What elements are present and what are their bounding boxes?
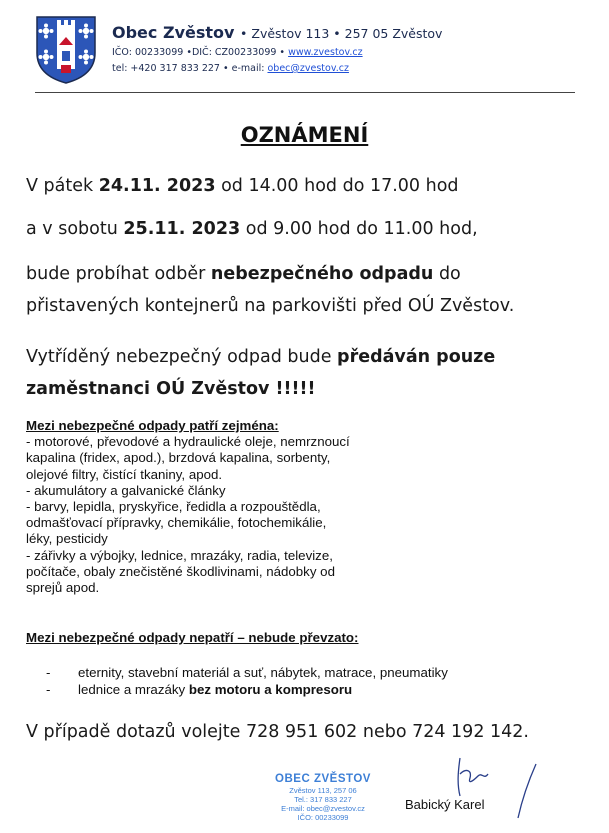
schedule-saturday-hours: od 9.00 hod do 11.00 hod, (240, 219, 478, 239)
org-ids-line (112, 47, 363, 58)
accepted-line: - zářivky a výbojky, lednice, mrazáky, radia, televize, (26, 547, 333, 563)
collection-highlight: nebezpečného odpadu (210, 264, 434, 284)
not-accepted-item: eternity, stavební materiál a suť, nábytek, matrace, pneumatiky (78, 665, 448, 680)
email-link[interactable]: obec@zvestov.cz (267, 63, 349, 74)
not-accepted-heading: Mezi nebezpečné odpady nepatří – nebude převzato: (26, 630, 359, 645)
not-accepted-item: lednice a mrazáky (78, 682, 189, 697)
schedule-friday-hours: od 14.00 hod do 17.00 hod (215, 176, 459, 196)
handover-paragraph (26, 343, 495, 403)
bullet-dash: - (46, 665, 51, 680)
schedule-friday (26, 172, 459, 200)
schedule-saturday (26, 215, 478, 243)
page-title: OZNÁMENÍ (240, 123, 369, 147)
accepted-line: odmašťovací přípravky, chemikálie, fotochemikálie, (26, 515, 327, 531)
official-stamp (258, 773, 388, 822)
accepted-waste-section (26, 418, 350, 596)
website-link[interactable]: www.zvestov.cz (288, 47, 363, 58)
org-ids: IČO: 00233099 •DIČ: CZ00233099 • (112, 47, 286, 58)
accepted-line: kapalina (fridex, apod.), brzdová kapalina, sorbenty, (26, 450, 331, 466)
handover-text: Vytříděný nebezpečný odpad bude (26, 347, 338, 367)
header-divider (35, 92, 575, 93)
accepted-line: sprejů apod. (26, 579, 100, 595)
bullet-dash: - (46, 682, 51, 697)
not-accepted-heading-wrap (26, 630, 359, 646)
accepted-heading: Mezi nebezpečné odpady patří zejména: (26, 418, 279, 433)
stamp-email: E-mail: obec@zvestov.cz (281, 804, 365, 813)
schedule-friday-prefix: V pátek (26, 176, 99, 196)
contact-line: V případě dotazů volejte 728 951 602 nebo 724 192 142. (26, 722, 529, 742)
collection-text-end: do (433, 264, 461, 284)
org-address: Zvěstov 113 • 257 05 Zvěstov (251, 26, 443, 41)
accepted-line: - motorové, převodové a hydraulické oleje, nemrznoucí (26, 434, 350, 450)
stamp-title: OBEC ZVĚSTOV (275, 773, 371, 785)
not-accepted-item-highlight: bez motoru a kompresoru (188, 682, 353, 697)
accepted-line: - akumulátory a galvanické články (26, 482, 226, 498)
accepted-line: léky, pesticidy (26, 531, 108, 547)
list-item (46, 681, 448, 698)
coat-of-arms-icon (35, 15, 97, 85)
handover-highlight: předáván pouze (337, 347, 496, 367)
schedule-friday-date: 24.11. 2023 (98, 176, 216, 196)
not-accepted-list (46, 664, 448, 698)
accepted-line: olejové filtry, čistící tkaniny, apod. (26, 466, 223, 482)
collection-text: bude probíhat odběr (26, 264, 211, 284)
list-item (46, 664, 448, 681)
accepted-line: - barvy, lepidla, pryskyřice, ředidla a rozpouštědla, (26, 498, 321, 514)
schedule-saturday-prefix: a v sobotu (26, 219, 124, 239)
org-header: Obec Zvěstov • Zvěstov 113 • 257 05 Zvěstov (112, 23, 443, 42)
signer-name: Babický Karel (405, 797, 485, 812)
schedule-saturday-date: 25.11. 2023 (123, 219, 241, 239)
org-phone: tel: +420 317 833 227 • e-mail: (112, 63, 265, 74)
handover-recipient: zaměstnanci OÚ Zvěstov !!!!! (26, 379, 316, 399)
collection-location: přistavených kontejnerů na parkovišti před OÚ Zvěstov. (26, 296, 515, 316)
org-name: Obec Zvěstov (112, 23, 235, 42)
accepted-line: počítače, obaly znečistěné škodlivinami, nádobky od (26, 563, 335, 579)
stamp-ico: IČO: 00233099 (297, 813, 349, 822)
stamp-phone: Tel.: 317 833 227 (294, 795, 352, 804)
stamp-address: Zvěstov 113, 257 06 (289, 786, 357, 795)
collection-paragraph (26, 260, 514, 320)
org-contact-line (112, 63, 349, 74)
